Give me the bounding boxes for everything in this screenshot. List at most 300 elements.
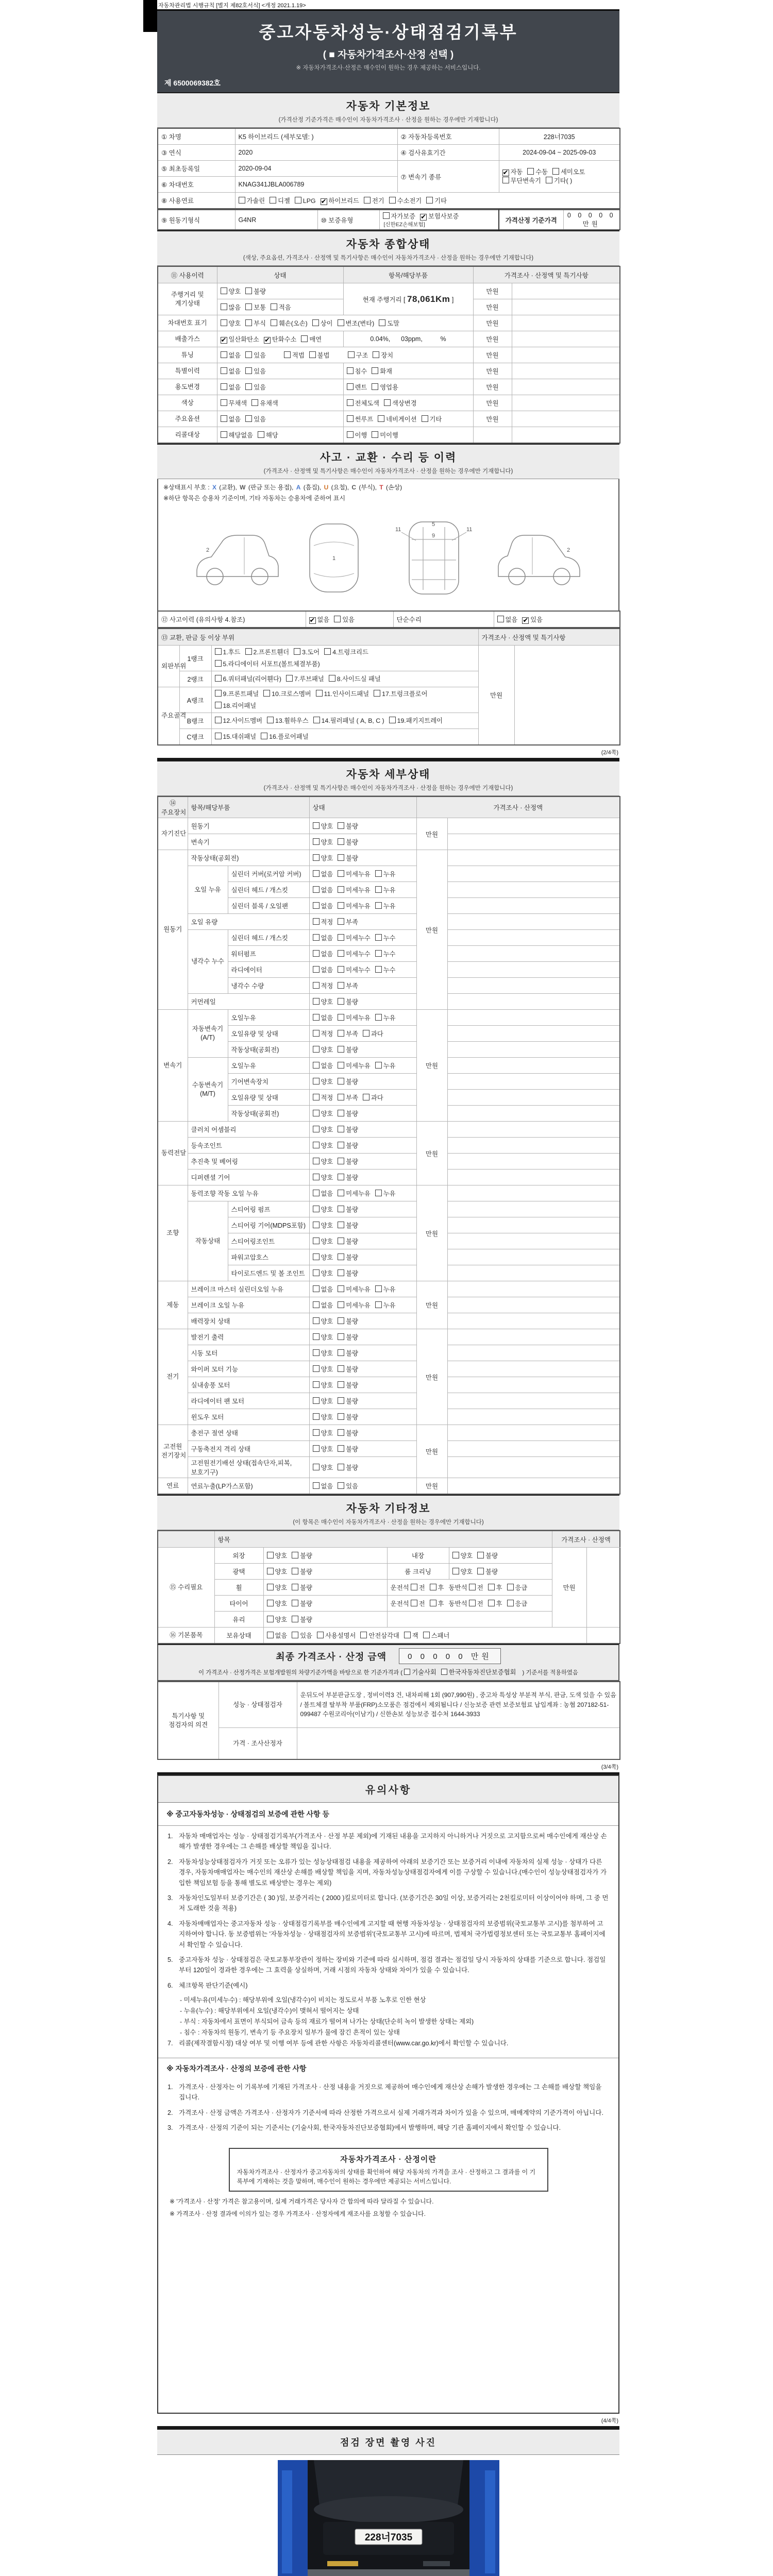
- summary-cell: 주요옵션: [158, 411, 217, 427]
- detail-cell: 오일누유: [228, 1058, 309, 1074]
- summary-cell: 만원: [473, 395, 512, 411]
- checkbox-없음[interactable]: 없음: [221, 366, 241, 376]
- checkbox-침수[interactable]: 침수: [347, 366, 367, 376]
- opinion-cell: [297, 1728, 620, 1760]
- detail-cell: 오일유량 및 상태: [228, 1026, 309, 1042]
- detail-cell: [447, 1201, 620, 1217]
- checkbox-전기[interactable]: 전기: [364, 196, 384, 205]
- checkbox-불량[interactable]: 불량: [338, 1109, 358, 1118]
- checkbox-불량[interactable]: 불량: [338, 1463, 358, 1472]
- checkbox-불량[interactable]: 불량: [338, 1332, 358, 1342]
- checkbox-9.프론트패널[interactable]: 9.프론트패널: [215, 688, 259, 700]
- notice-item-text: 리콜(제작결함시정) 대상 여부 및 이행 여부 등에 관한 사항은 자동차리콜센터(www.car.go.kr)에서 확인할 수 있습니다.: [179, 2040, 509, 2047]
- checkbox-잭[interactable]: 잭: [404, 1631, 418, 1640]
- checkbox-불량[interactable]: 불량: [292, 1615, 312, 1624]
- license-plate: 228너7035: [364, 2532, 412, 2543]
- detail-cell: [447, 1377, 620, 1393]
- checkbox-없음[interactable]: 없음: [221, 350, 241, 360]
- checkbox-LPG[interactable]: LPG: [295, 197, 316, 205]
- checkbox-12.사이드멤버[interactable]: 12.사이드멤버: [215, 715, 263, 726]
- checkbox-적음[interactable]: 적음: [271, 302, 291, 312]
- inspector-opinion-table: [157, 1681, 619, 1760]
- checkbox-없음[interactable]: 없음: [313, 885, 333, 894]
- checkbox-4.트렁크리드[interactable]: 4.트렁크리드: [324, 647, 368, 658]
- checkbox-미세누수[interactable]: 미세누수: [338, 949, 371, 958]
- checkbox-양호[interactable]: 양호: [313, 1396, 333, 1405]
- checkbox-불량[interactable]: 불량: [338, 1428, 358, 1437]
- detail-cell: [447, 1026, 620, 1042]
- checkbox-11.인사이드패널[interactable]: 11.인사이드패널: [316, 688, 369, 700]
- other-cell: [263, 1596, 387, 1612]
- checkbox-부식[interactable]: 부식: [245, 318, 266, 328]
- checkbox-양호[interactable]: 양호: [313, 1077, 333, 1086]
- checkbox-적정[interactable]: 적정: [313, 1093, 333, 1102]
- checkbox-없음[interactable]: 없음: [313, 1300, 333, 1310]
- detail-cell: [447, 1425, 620, 1441]
- summary-cell: [343, 395, 473, 411]
- checkbox-불량[interactable]: 불량: [338, 1157, 358, 1166]
- checkbox-없음[interactable]: 없음: [497, 615, 518, 624]
- checkbox-전체도색[interactable]: 전체도색: [347, 398, 380, 408]
- checkbox-불법[interactable]: 불법: [309, 350, 330, 360]
- detail-cell: 스티어링 펌프: [228, 1201, 309, 1217]
- checkbox-17.트렁크플로어[interactable]: 17.트렁크플로어: [374, 688, 427, 700]
- checkbox-사용설명서[interactable]: 사용설명서: [317, 1631, 356, 1640]
- checkbox-후[interactable]: 후: [430, 1583, 444, 1592]
- checkbox-기타[interactable]: 기타: [426, 196, 447, 205]
- checkbox-미이행[interactable]: 미이행: [372, 430, 398, 439]
- checkbox-16.플로어패널[interactable]: 16.플로어패널: [261, 731, 309, 742]
- detail-cell: [309, 914, 416, 930]
- checkbox-양호[interactable]: 양호: [452, 1567, 473, 1576]
- detail-cell: 실린더 헤드 / 개스킷: [228, 882, 309, 898]
- checkbox-불량[interactable]: 불량: [292, 1583, 312, 1592]
- diagram-label: 5: [432, 521, 435, 528]
- checkbox-영업용[interactable]: 영업용: [372, 382, 398, 392]
- detail-cell: [447, 978, 620, 994]
- summary-cell: [473, 427, 512, 444]
- checkbox-미세누수[interactable]: 미세누수: [338, 965, 371, 974]
- checkbox-누유[interactable]: 누유: [375, 1013, 396, 1022]
- checkbox-양호[interactable]: 양호: [267, 1567, 288, 1576]
- summary-cell: 튜닝: [158, 347, 217, 363]
- checkbox-불량[interactable]: 불량: [338, 1045, 358, 1054]
- checkbox-8.사이드실 패널[interactable]: 8.사이드실 패널: [329, 673, 381, 685]
- checkbox-양호[interactable]: 양호: [313, 1252, 333, 1262]
- checkbox-많음[interactable]: 많음: [221, 302, 241, 312]
- checkbox-양호[interactable]: 양호: [221, 286, 241, 296]
- diagram-label: 11: [466, 527, 473, 533]
- detail-cell: [309, 1265, 416, 1281]
- document-title: 중고자동차성능·상태점검기록부: [259, 23, 518, 42]
- checkbox-누유[interactable]: 누유: [375, 869, 396, 878]
- checkbox-과다[interactable]: 과다: [363, 1093, 383, 1102]
- checkbox-불량[interactable]: 불량: [338, 1125, 358, 1134]
- other-cell: 내장: [387, 1548, 449, 1564]
- checkbox-불량[interactable]: 불량: [245, 286, 266, 296]
- checkbox-불량[interactable]: 불량: [477, 1551, 498, 1560]
- detail-cell: [309, 1457, 416, 1478]
- checkbox-없음[interactable]: 없음: [313, 901, 333, 910]
- checkbox-1.후드[interactable]: 1.후드: [215, 647, 241, 658]
- checkbox-5.라디에이터 서포트(볼트체결부품)[interactable]: 5.라디에이터 서포트(볼트체결부품): [215, 658, 320, 670]
- checkbox-있음[interactable]: 있음: [245, 366, 266, 376]
- checkbox-있음[interactable]: 있음: [245, 414, 266, 423]
- checkbox-양호[interactable]: 양호: [313, 1316, 333, 1326]
- opinion-cell: 가격 · 조사산정자: [219, 1728, 297, 1760]
- checkbox-미세누유[interactable]: 미세누유: [338, 869, 371, 878]
- checkbox-양호[interactable]: 양호: [267, 1583, 288, 1592]
- detail-cell: [309, 1201, 416, 1217]
- checkbox-도말[interactable]: 도말: [379, 318, 399, 328]
- checkbox-무단변속기[interactable]: 무단변속기: [502, 177, 541, 185]
- checkbox-하이브리드[interactable]: ✔ 하이브리드: [321, 197, 359, 205]
- checkbox-응급[interactable]: 응급: [507, 1583, 528, 1592]
- checkbox-유채색[interactable]: 유채색: [251, 398, 278, 408]
- checkbox-양호[interactable]: 양호: [313, 997, 333, 1006]
- checkbox-기타[interactable]: 기타: [422, 414, 442, 423]
- checkbox-후[interactable]: 후: [430, 1599, 444, 1608]
- checkbox-적정[interactable]: 적정: [313, 981, 333, 990]
- checkbox-양호[interactable]: 양호: [267, 1615, 288, 1624]
- checkbox-불량[interactable]: 불량: [338, 1348, 358, 1358]
- checkbox-디젤[interactable]: 디젤: [270, 196, 290, 205]
- checkbox-불량[interactable]: 불량: [338, 1380, 358, 1389]
- checkbox-불량[interactable]: 불량: [338, 1316, 358, 1326]
- checkbox-누유[interactable]: 누유: [375, 1300, 396, 1310]
- checkbox-불량[interactable]: 불량: [338, 997, 358, 1006]
- checkbox-없음[interactable]: 없음: [267, 1631, 288, 1640]
- checkbox-양호[interactable]: 양호: [267, 1551, 288, 1560]
- checkbox-6.쿼터패널(리어휀다)[interactable]: 6.쿼터패널(리어휀다): [215, 673, 281, 685]
- checkbox-화재[interactable]: 화재: [372, 366, 392, 376]
- checkbox-양호[interactable]: 양호: [313, 1221, 333, 1230]
- checkbox-후[interactable]: 후: [488, 1583, 502, 1592]
- checkbox-부족[interactable]: 부족: [338, 1029, 358, 1038]
- checkbox-있음[interactable]: 있음: [338, 1481, 358, 1490]
- detail-cell: [447, 1249, 620, 1265]
- checkbox-불량[interactable]: 불량: [338, 1221, 358, 1230]
- price-definition-box: [229, 2148, 548, 2192]
- other-cell: 유리: [214, 1612, 263, 1628]
- checkbox-불량[interactable]: 불량: [292, 1599, 312, 1608]
- checkbox-양호[interactable]: 양호: [452, 1551, 473, 1560]
- checkbox-적정[interactable]: 적정: [313, 1029, 333, 1038]
- section-note: (색상, 주요옵션, 가격조사 · 산정액 및 특기사항은 매수인이 자동차가격조사 · 산정을 원하는 경우에만 기재합니다): [243, 255, 534, 261]
- detail-cell: [309, 898, 416, 914]
- page-marker-2: (2/4쪽): [601, 750, 618, 756]
- checkbox-장치[interactable]: 장치: [373, 350, 393, 360]
- checkbox-불량[interactable]: 불량: [338, 1077, 358, 1086]
- notice-item: [167, 1857, 609, 1888]
- checkbox-없음[interactable]: 없음: [313, 1284, 333, 1294]
- checkbox-전[interactable]: 전: [411, 1599, 425, 1608]
- checkbox-불량[interactable]: 불량: [338, 1252, 358, 1262]
- checkbox-양호[interactable]: 양호: [313, 1045, 333, 1054]
- detail-cell: 스티어링 기어(MDPS포함): [228, 1217, 309, 1233]
- basic-cell: ② 자동차등록번호: [397, 128, 499, 145]
- checkbox-훼손(오손)[interactable]: 훼손(오손): [271, 318, 308, 328]
- checkbox-네비게이션[interactable]: 네비게이션: [378, 414, 416, 423]
- checkbox-구조[interactable]: 구조: [348, 350, 368, 360]
- checkbox-불량[interactable]: 불량: [338, 853, 358, 862]
- checkbox-18.리어패널[interactable]: 18.리어패널: [215, 700, 257, 711]
- detail-cell: [447, 1154, 620, 1170]
- checkbox-13.휠하우스[interactable]: 13.휠하우스: [267, 715, 309, 726]
- summary-cell: [512, 315, 620, 331]
- checkbox-있음[interactable]: 있음: [245, 350, 266, 360]
- checkbox-없음[interactable]: 없음: [313, 949, 333, 958]
- checkbox-전[interactable]: 전: [411, 1583, 425, 1592]
- checkbox-세미오토[interactable]: 세미오토: [552, 168, 585, 177]
- detail-cell: [447, 962, 620, 978]
- checkbox-미세누유[interactable]: 미세누유: [338, 1284, 371, 1294]
- checkbox-후[interactable]: 후: [488, 1599, 502, 1608]
- checkbox-양호[interactable]: 양호: [313, 1236, 333, 1246]
- checkbox-없음[interactable]: 없음: [313, 933, 333, 942]
- checkbox-누유[interactable]: 누유: [375, 885, 396, 894]
- checkbox-적정[interactable]: 적정: [313, 917, 333, 926]
- checkbox-부족[interactable]: 부족: [338, 981, 358, 990]
- checkbox-불량[interactable]: 불량: [477, 1567, 498, 1576]
- checkbox-누수[interactable]: 누수: [375, 965, 396, 974]
- checkbox-양호[interactable]: 양호: [313, 1380, 333, 1389]
- checkbox-전[interactable]: 전: [469, 1599, 483, 1608]
- checkbox-없음[interactable]: ✔ 없음: [309, 616, 330, 624]
- checkbox-가솔린[interactable]: 가솔린: [239, 196, 265, 205]
- detail-cell: 동력전달: [158, 1122, 188, 1185]
- checkbox-수동[interactable]: 수동: [527, 168, 548, 177]
- guarantee-insurer: [신한EZ손해보험]: [383, 222, 425, 228]
- checkbox-기술사회[interactable]: 기술사회: [404, 1667, 436, 1676]
- checkbox-불량[interactable]: 불량: [338, 1412, 358, 1421]
- checkbox-보험사보증[interactable]: ✔ 보험사보증: [421, 213, 459, 221]
- panel-cell: 가격조사 · 산정액 및 특기사항: [478, 629, 620, 646]
- checkbox-없음[interactable]: 없음: [313, 1061, 333, 1070]
- section-title: 자동차 세부상태: [346, 769, 431, 781]
- basic-cell: [235, 193, 620, 209]
- checkbox-양호[interactable]: 양호: [267, 1599, 288, 1608]
- checkbox-누수[interactable]: 누수: [375, 949, 396, 958]
- detail-cell: 추진축 및 베어링: [188, 1154, 309, 1170]
- checkbox-양호[interactable]: 양호: [313, 1428, 333, 1437]
- checkbox-없음[interactable]: 없음: [221, 414, 241, 423]
- checkbox-누유[interactable]: 누유: [375, 1189, 396, 1198]
- notice-item-number: 4.: [167, 1920, 173, 1927]
- checkbox-일산화탄소[interactable]: ✔ 일산화탄소: [221, 336, 259, 344]
- summary-cell: 만원: [473, 379, 512, 395]
- checkbox-부족[interactable]: 부족: [338, 1093, 358, 1102]
- checkbox-상이[interactable]: 상이: [312, 318, 333, 328]
- summary-cell: [217, 347, 473, 363]
- checkbox-양호[interactable]: 양호: [313, 1268, 333, 1278]
- checkbox-미세누유[interactable]: 미세누유: [338, 1300, 371, 1310]
- checkbox-있음[interactable]: 있음: [292, 1631, 312, 1640]
- checkbox-양호[interactable]: 양호: [313, 1173, 333, 1182]
- checkbox-없음[interactable]: 없음: [313, 1189, 333, 1198]
- checkbox-변조(변타)[interactable]: 변조(변타): [338, 318, 375, 328]
- checkbox-부족[interactable]: 부족: [338, 917, 358, 926]
- detail-cell: [447, 1010, 620, 1026]
- basic-cell: 2024-09-04 ~ 2025-09-03: [499, 145, 620, 161]
- checkbox-렌트[interactable]: 렌트: [347, 382, 367, 392]
- summary-cell: [217, 331, 343, 347]
- checkbox-불량[interactable]: 불량: [338, 837, 358, 846]
- checkbox-썬루프[interactable]: 썬루프: [347, 414, 374, 423]
- checkbox-양호[interactable]: 양호: [313, 1205, 333, 1214]
- checkbox-누유[interactable]: 누유: [375, 1284, 396, 1294]
- checkbox-이행[interactable]: 이행: [347, 430, 367, 439]
- checkbox-양호[interactable]: 양호: [313, 1444, 333, 1453]
- checkbox-양호[interactable]: 양호: [313, 1157, 333, 1166]
- checkbox-적법[interactable]: 적법: [284, 350, 305, 360]
- checkbox-무채색[interactable]: 무채색: [221, 398, 247, 408]
- other-cell: [263, 1548, 387, 1564]
- other-cell: [387, 1596, 552, 1612]
- checkbox-불량[interactable]: 불량: [338, 1268, 358, 1278]
- detail-cell: [447, 1297, 620, 1313]
- checkbox-양호[interactable]: 양호: [313, 1364, 333, 1374]
- checkbox-양호[interactable]: 양호: [313, 1412, 333, 1421]
- detail-cell: 만원: [416, 1185, 447, 1281]
- checkbox-미세누유[interactable]: 미세누유: [338, 901, 371, 910]
- checkbox-전[interactable]: 전: [469, 1583, 483, 1592]
- panel-cell: [211, 729, 478, 745]
- notice-item-number: 6.: [167, 1981, 173, 1989]
- checkbox-14.필러패널 ( A, B, C )[interactable]: 14.필러패널 ( A, B, C ): [313, 715, 384, 726]
- status-code-desc: (손상): [384, 484, 402, 491]
- basic-cell: ③ 연식: [158, 145, 235, 161]
- checkbox-미세누유[interactable]: 미세누유: [338, 1061, 371, 1070]
- section-note: (가격조사 · 산정액 및 특기사항은 매수인이 자동차가격조사 · 산정을 원하는 경우에만 기재합니다): [263, 468, 513, 474]
- checkbox-없음[interactable]: 없음: [313, 965, 333, 974]
- detail-cell: 발전기 출력: [188, 1329, 309, 1345]
- checkbox-응급[interactable]: 응급: [507, 1599, 528, 1608]
- checkbox-10.크로스멤버[interactable]: 10.크로스멤버: [263, 688, 311, 700]
- checkbox-보통[interactable]: 보통: [245, 302, 266, 312]
- accident-history-row: [157, 611, 619, 628]
- checkbox-양호[interactable]: 양호: [313, 821, 333, 831]
- checkbox-양호[interactable]: 양호: [313, 1141, 333, 1150]
- checkbox-해당없음[interactable]: 해당없음: [221, 430, 254, 439]
- checkbox-3.도어[interactable]: 3.도어: [294, 647, 320, 658]
- detail-cell: [447, 1042, 620, 1058]
- panel-cell: 주요골격: [158, 687, 179, 745]
- checkbox-누수[interactable]: 누수: [375, 933, 396, 942]
- checkbox-없음[interactable]: 없음: [313, 869, 333, 878]
- detail-cell: [309, 978, 416, 994]
- checkbox-있음[interactable]: 있음: [334, 615, 355, 624]
- checkbox-한국자동차진단보증협회[interactable]: 한국자동차진단보증협회: [441, 1667, 516, 1676]
- checkbox-불량[interactable]: 불량: [338, 1173, 358, 1182]
- detail-cell: 만원: [416, 1010, 447, 1122]
- detail-cell: [309, 1122, 416, 1138]
- checkbox-있음[interactable]: ✔ 있음: [523, 616, 543, 624]
- checkbox-19.패키지트레이[interactable]: 19.패키지트레이: [389, 715, 443, 726]
- detail-cell: [309, 930, 416, 946]
- checkbox-양호[interactable]: 양호: [313, 1348, 333, 1358]
- checkbox-없음[interactable]: 없음: [221, 382, 241, 392]
- summary-cell: 만원: [473, 411, 512, 427]
- other-cell: [449, 1548, 552, 1564]
- final-note-suffix: ) 기준서를 적용하였음: [520, 1670, 578, 1676]
- checkbox-불량[interactable]: 불량: [292, 1551, 312, 1560]
- checkbox-미세누유[interactable]: 미세누유: [338, 885, 371, 894]
- checkbox-15.대쉬패널[interactable]: 15.대쉬패널: [215, 731, 257, 742]
- notice-item-number: 3.: [167, 1894, 173, 1902]
- notice-item: [167, 2082, 609, 2103]
- other-cell: ⑯ 기본품목: [158, 1628, 214, 1644]
- detail-cell: [447, 994, 620, 1010]
- checkbox-미세누유[interactable]: 미세누유: [338, 1013, 371, 1022]
- checkbox-양호[interactable]: 양호: [313, 853, 333, 862]
- summary-cell: 리콜대상: [158, 427, 217, 444]
- checkbox-과다[interactable]: 과다: [363, 1029, 383, 1038]
- notice-item: [167, 2108, 609, 2118]
- detail-cell: 만원: [416, 1329, 447, 1425]
- panel-cell: 1랭크: [179, 646, 211, 671]
- checkbox-기타( )[interactable]: 기타( ): [546, 177, 572, 185]
- detail-cell: [447, 882, 620, 898]
- checkbox-양호[interactable]: 양호: [313, 1332, 333, 1342]
- checkbox-불량[interactable]: 불량: [292, 1567, 312, 1576]
- checkbox-불량[interactable]: 불량: [338, 1236, 358, 1246]
- checkbox-안전삼각대[interactable]: 안전삼각대: [360, 1631, 399, 1640]
- checkbox-없음[interactable]: 없음: [313, 1481, 333, 1490]
- checkbox-2.프론트휀더[interactable]: 2.프론트휀더: [245, 647, 290, 658]
- checkbox-자가보증[interactable]: 자가보증: [383, 211, 416, 221]
- basic-cell: ⑦ 변속기 종류: [397, 161, 499, 193]
- checkbox-양호[interactable]: 양호: [313, 837, 333, 846]
- detail-cell: 원동기: [188, 818, 309, 834]
- checkbox-양호[interactable]: 양호: [221, 318, 241, 328]
- checkbox-미세누수[interactable]: 미세누수: [338, 933, 371, 942]
- section-summary-header: [157, 230, 619, 266]
- detail-cell: 오일유량 및 상태: [228, 1090, 309, 1106]
- checkbox-누유[interactable]: 누유: [375, 901, 396, 910]
- checkbox-매연[interactable]: 매연: [301, 334, 322, 344]
- checkbox-누유[interactable]: 누유: [375, 1061, 396, 1070]
- checkbox-양호[interactable]: 양호: [313, 1463, 333, 1472]
- detail-cell: [447, 1457, 620, 1478]
- checkbox-수소전기[interactable]: 수소전기: [389, 196, 422, 205]
- checkbox-불량[interactable]: 불량: [338, 1396, 358, 1405]
- summary-cell: [217, 427, 343, 444]
- checkbox-불량[interactable]: 불량: [338, 1444, 358, 1453]
- checkbox-있음[interactable]: 있음: [245, 382, 266, 392]
- detail-cell: 작동상태(공회전): [188, 850, 309, 866]
- checkbox-불량[interactable]: 불량: [338, 821, 358, 831]
- checkbox-없음[interactable]: 없음: [313, 1013, 333, 1022]
- checkbox-미세누유[interactable]: 미세누유: [338, 1189, 371, 1198]
- checkbox-해당[interactable]: 해당: [258, 430, 278, 439]
- detail-cell: 오일 누유: [188, 866, 228, 914]
- checkbox-불량[interactable]: 불량: [338, 1364, 358, 1374]
- diagram-label: 2: [206, 547, 210, 553]
- checkbox-색상변경[interactable]: 색상변경: [384, 398, 417, 408]
- checkbox-양호[interactable]: 양호: [313, 1109, 333, 1118]
- checkbox-불량[interactable]: 불량: [338, 1141, 358, 1150]
- checkbox-탄화수소[interactable]: ✔ 탄화수소: [264, 336, 297, 344]
- checkbox-7.루브패널[interactable]: 7.루브패널: [286, 673, 324, 685]
- checkbox-스패너[interactable]: 스패너: [423, 1631, 450, 1640]
- summary-cell: 만원: [473, 331, 512, 347]
- checkbox-양호[interactable]: 양호: [313, 1125, 333, 1134]
- checkbox-불량[interactable]: 불량: [338, 1205, 358, 1214]
- checkbox-자동[interactable]: ✔ 자동: [502, 168, 523, 176]
- wheel-label: 운전석: [390, 1600, 409, 1607]
- summary-cell: 상태: [217, 266, 343, 283]
